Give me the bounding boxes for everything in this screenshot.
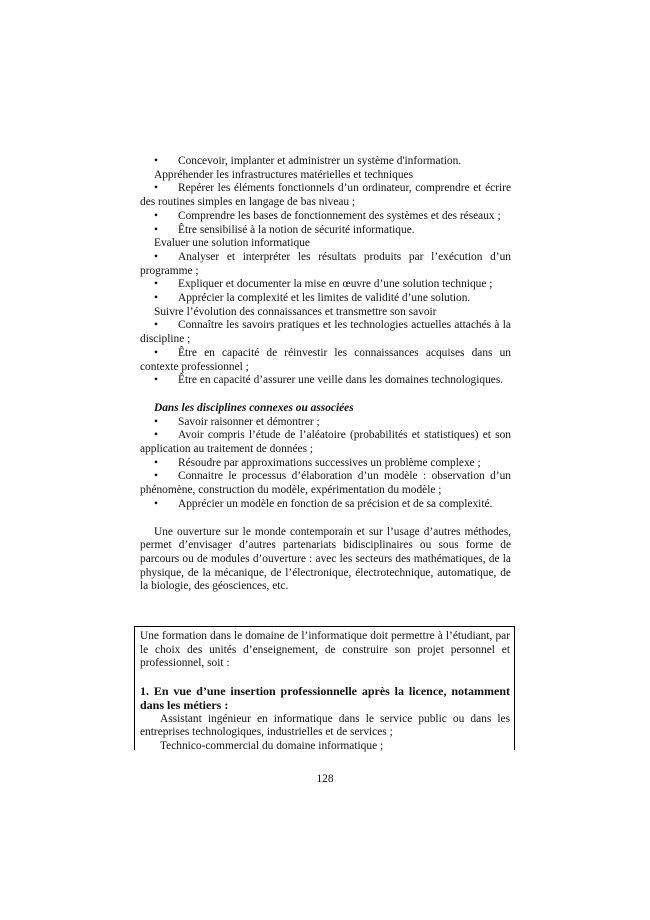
item-text: Connaître les savoirs pratiques et les technologies actuelles attachés à la discipline ; — [140, 319, 511, 346]
item-text: Être sensibilisé à la notion de sécurité informatique. — [178, 223, 415, 236]
bullet-icon: • — [154, 319, 158, 332]
subheading: Suivre l’évolution des connaissances et transmettre son savoir — [154, 305, 437, 318]
item-text: Repérer les éléments fonctionnels d’un ordinateur, comprendre et écrire des routines simples en langage de bas niveau ; — [140, 182, 511, 209]
list-item — [140, 155, 511, 169]
bullet-icon: • — [154, 278, 158, 291]
item-text: Avoir compris l’étude de l’aléatoire (probabilités et statistiques) et son application au traitement de données ; — [140, 429, 511, 456]
framed-box — [134, 626, 515, 750]
bullet-icon: • — [154, 374, 158, 387]
item-text: Apprécier la complexité et les limites de validité d’une solution. — [178, 292, 471, 305]
bullet-icon: • — [154, 429, 158, 442]
bullet-icon: • — [154, 346, 158, 359]
list-item — [140, 498, 511, 512]
bullet-icon: • — [154, 182, 158, 195]
job-item: Assistant ingénieur en informatique dans le service public ou dans les entreprises technologiques, industrielles et de services ; — [140, 712, 510, 739]
page-content — [140, 155, 511, 594]
bullet-icon: • — [154, 292, 158, 305]
bullet-icon: • — [154, 223, 158, 236]
job-item: Technico-commercial du domaine informatique ; — [160, 739, 384, 752]
box-title: 1. En vue d’une insertion professionnelle après la licence, notamment dans les métiers : — [140, 684, 510, 712]
list-item — [140, 182, 511, 209]
section-title: Dans les disciplines connexes ou associées — [154, 401, 354, 414]
item-text: Résoudre par approximations successives un problème complexe ; — [178, 456, 481, 469]
subheading: Evaluer une solution informatique — [154, 237, 310, 250]
page-number: 128 — [316, 773, 334, 785]
list-item — [140, 251, 511, 278]
bullet-icon: • — [154, 456, 158, 469]
item-text: Connaitre le processus d’élaboration d’un modèle : observation d’un phénomène, construction du modèle, expérimentation du modèle ; — [140, 470, 511, 497]
list-item — [140, 292, 511, 306]
bullet-icon: • — [154, 470, 158, 483]
body-paragraph: Une ouverture sur le monde contemporain et sur l’usage d’autres méthodes, permet d’envisager d’autres partenariats bidisciplinaires ou sous forme de parcours ou de modules d’ouverture : avec les secteurs des mathématiques, de la physique, de la mécanique, de l’électronique, électrotechnique, automatique, de la biologie, des géosciences, etc. — [140, 525, 511, 593]
bullet-icon: • — [154, 209, 158, 222]
item-text: Comprendre les bases de fonctionnement des systèmes et des réseaux ; — [178, 209, 501, 222]
list-item — [140, 210, 511, 224]
list-item — [140, 374, 511, 388]
box-intro: Une formation dans le domaine de l’informatique doit permettre à l’étudiant, par le choix des unités d’enseignement, de construire son projet personnel et professionnel, soit : — [140, 630, 510, 670]
item-text: Être en capacité d’assurer une veille dans les domaines technologiques. — [178, 374, 504, 387]
item-text: Être en capacité de réinvestir les connaissances acquises dans un contexte professionnel ; — [140, 346, 511, 373]
list-item — [140, 429, 511, 456]
list-item — [140, 224, 511, 238]
list-item — [140, 347, 511, 374]
list-item — [140, 416, 511, 430]
item-text: Concevoir, implanter et administrer un système d'information. — [178, 155, 462, 167]
list-item — [140, 319, 511, 346]
list-item — [140, 278, 511, 292]
item-text: Savoir raisonner et démontrer ; — [178, 415, 320, 428]
subheading: Appréhender les infrastructures matérielles et techniques — [154, 168, 414, 181]
item-text: Expliquer et documenter la mise en œuvre d’une solution technique ; — [178, 278, 493, 291]
bullet-icon: • — [154, 250, 158, 263]
item-text: Analyser et interpréter les résultats produits par l’exécution d’un programme ; — [140, 250, 511, 277]
list-item — [140, 457, 511, 471]
list-item — [140, 470, 511, 497]
item-text: Apprécier un modèle en fonction de sa précision et de sa complexité. — [178, 497, 493, 510]
bullet-icon: • — [154, 497, 158, 510]
bullet-icon: • — [154, 415, 158, 428]
bullet-icon: • — [154, 155, 158, 167]
